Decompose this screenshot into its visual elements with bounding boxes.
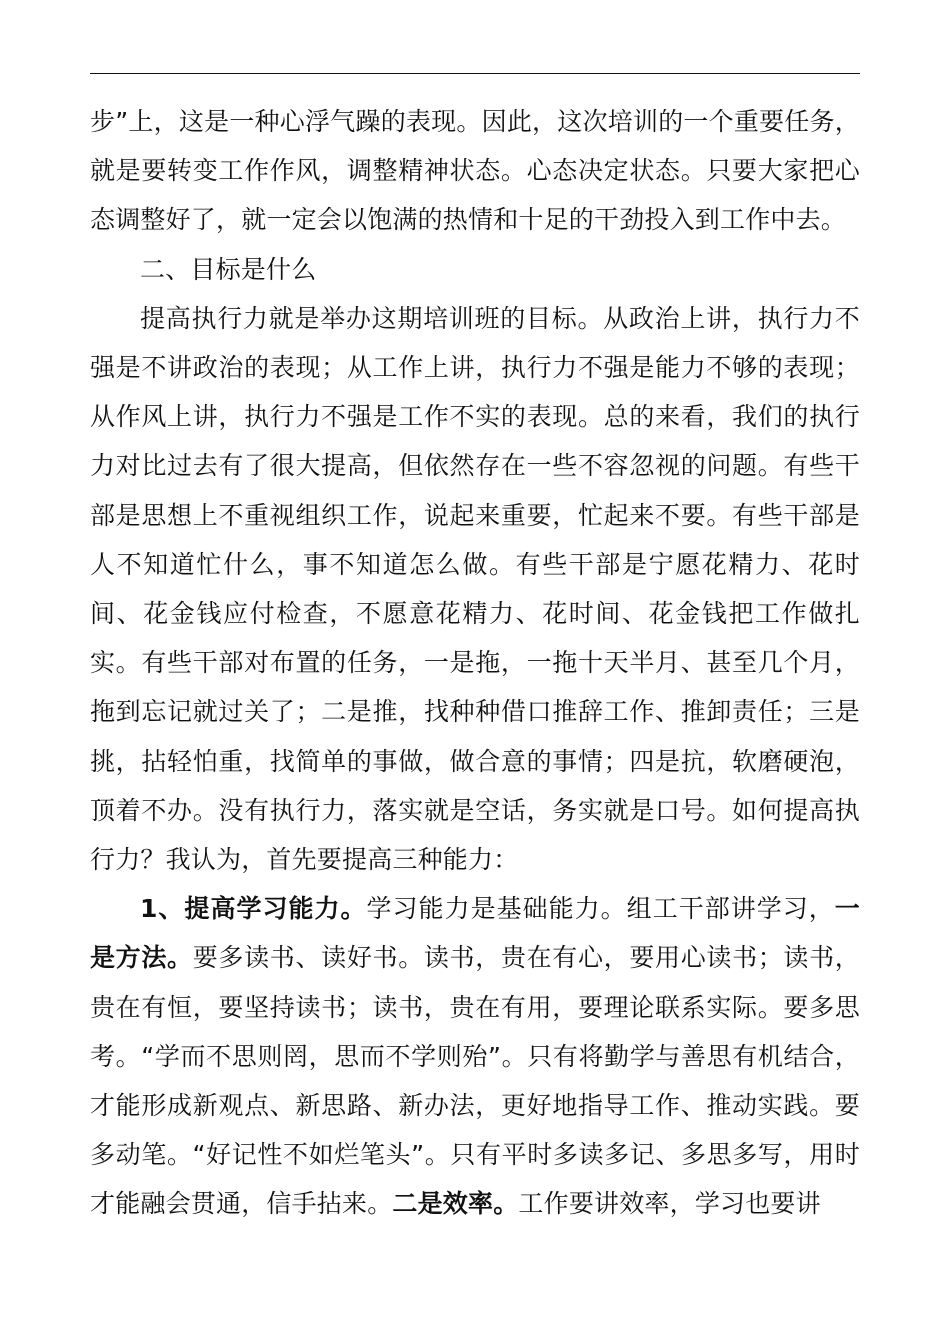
bold-point-efficiency: 二是效率。 xyxy=(392,1189,519,1219)
paragraph-text: 要多读书、读好书。读书，贵在有心，要用心读书；读书，贵在有恒，要坚持读书；读书，贵在有用，要理论联系实际。要多思考。“学而不思则罔，思而不学则殆”。只有将勤学与善思有机结合，才能形成新观点、新思路、新办法，更好地指导工作、推动实践。要多动笔。“好记性不如烂笔头”。只有平时多读多记、多思多写，用时才能融会贯通，信手拈来。 xyxy=(90,943,860,1219)
paragraph-learning xyxy=(90,884,860,1228)
paragraph-execution: 提高执行力就是举办这期培训班的目标。从政治上讲，执行力不强是不讲政治的表现；从工作上讲，执行力不强是能力不够的表现；从作风上讲，执行力不强是工作不实的表现。总的来看，我们的执行力对比过去有了很大提高，但依然存在一些不容忽视的问题。有些干部是思想上不重视组织工作，说起来重要，忙起来不要。有些干部是人不知道忙什么，事不知道怎么做。有些干部是宁愿花精力、花时间、花金钱应付检查，不愿意花精力、花时间、花金钱把工作做扎实。有些干部对布置的任务，一是拖，一拖十天半月、甚至几个月，拖到忘记就过关了；二是推，找种种借口推辞工作、推卸责任；三是挑，拈轻怕重，找简单的事做，做合意的事情；四是抗，软磨硬泡，顶着不办。没有执行力，落实就是空话，务实就是口号。如何提高执行力？我认为，首先要提高三种能力： xyxy=(90,303,860,875)
paragraph-text: 学习能力是基础能力。组工干部讲学习， xyxy=(366,894,835,924)
header-rule xyxy=(90,73,860,74)
paragraph-text: 工作要讲效率，学习也要讲 xyxy=(518,1189,821,1219)
bold-heading-learning: 1、提高学习能力。 xyxy=(140,894,367,924)
section-heading: 二、目标是什么 xyxy=(140,254,317,284)
body-text xyxy=(90,97,860,1229)
paragraph-continuation: 步”上，这是一种心浮气躁的表现。因此，这次培训的一个重要任务，就是要转变工作作风，调整精神状态。心态决定状态。只要大家把心态调整好了，就一定会以饱满的热情和十足的干劲投入到工作中去。 xyxy=(90,107,860,235)
bold-point-method: 一是方法。 xyxy=(90,894,860,973)
